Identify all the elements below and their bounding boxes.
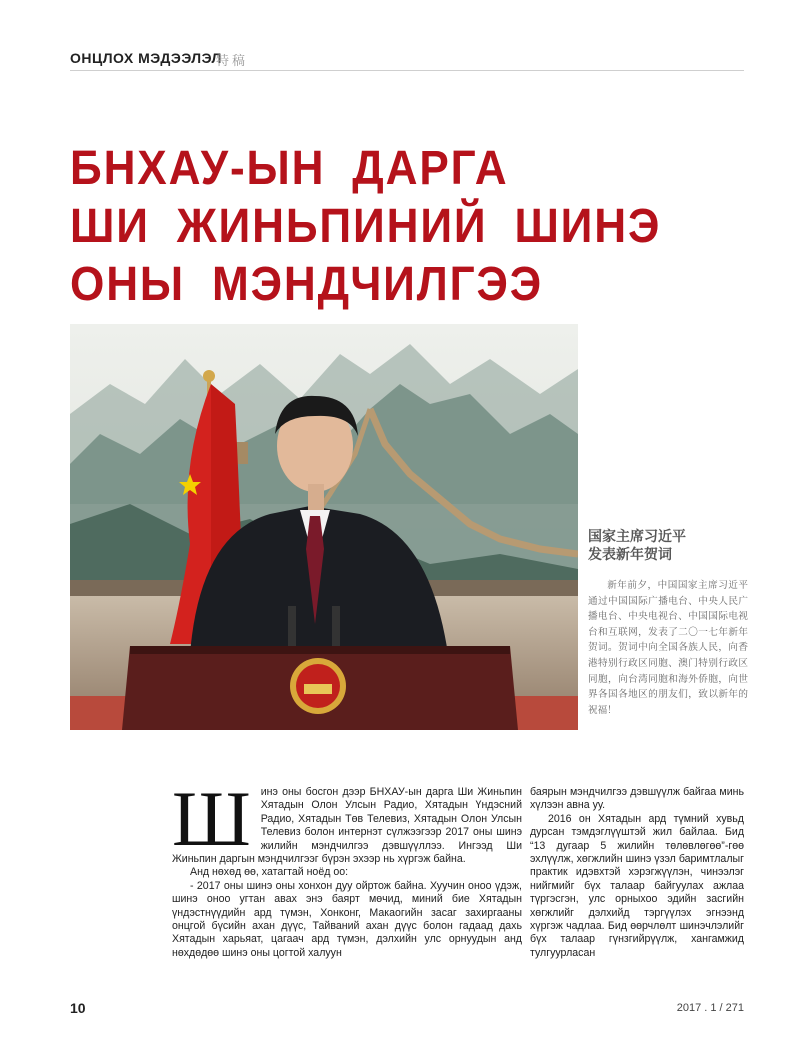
section-label-mn: ОНЦЛОХ МЭДЭЭЛЭЛ	[70, 50, 222, 66]
lead-photo	[70, 324, 578, 730]
drop-cap: Ш	[172, 775, 251, 862]
chinese-sidebar	[588, 528, 748, 718]
article-paragraph-3: - 2017 оны шинэ оны хонхон дуу ойртож байна. Хуучин оноо үдэж, шинэ оноо угтан авах энэ баярт мөчид, миний бие Хятадын үндэстнүүдийн ард түмэн, Хонконг, Макаогийн засаг захиргааны онцгой бүсийн ахан дүүс, Тайваний ахан дүүс болон гадаад дахь Хятадын харьяат, цагаач ард түмэн, дэлхийн улс орнуудын анд нөхдөдөө шинэ оны цогтой халуун	[172, 879, 522, 959]
photo-speaker-at-podium-icon	[70, 324, 578, 730]
article-column-2	[530, 786, 744, 960]
page-number: 10	[70, 1000, 86, 1016]
section-label-cn: 特稿	[216, 53, 249, 68]
article-paragraph-5: 2016 он Хятадын ард түмний хувьд дурсан тэмдэглүүштэй жил байлаа. Бид “13 дугаар 5 жилийн төлөвлөгөө”-гөө эхлүүлж, хөгжлийн шинэ үзэл баримтлалыг практик идэвхтэй хэрэгжүүлэн, чинээлэг нийгмийг бүх талаар байгуулах ажлаа түргэсгэн, улс орныхоо эдийн засгийн хөгжлийг дэлхийд тэргүүлэх эгнээнд хүргэж чадлаа. Бид өөрчлөлт шинэчлэлийг бүх талаар гүнзгийрүүлж, хангамжид тулгуурласан	[530, 812, 744, 959]
title-line-2: ШИ ЖИНЬПИНИЙ ШИНЭ	[70, 200, 662, 253]
title-line-3: ОНЫ МЭНДЧИЛГЭЭ	[70, 258, 543, 311]
sidebar-title-line-2: 发表新年贺词	[588, 547, 672, 563]
sidebar-title	[588, 528, 748, 564]
sidebar-title-line-1: 国家主席习近平	[588, 529, 686, 545]
title-line-1: БНХАУ-ЫН ДАРГА	[70, 142, 509, 195]
article-title	[70, 140, 714, 314]
section-header	[70, 48, 744, 71]
article-paragraph-2: Анд нөхөд өө, хатагтай ноёд оо:	[190, 866, 349, 879]
article-column-1	[172, 775, 522, 960]
issue-number: 2017 . 1 / 271	[676, 1002, 744, 1014]
sidebar-body: 新年前夕，中国国家主席习近平通过中国国际广播电台、中央人民广播电台、中央电视台、中国国际电视台和互联网，发表了二〇一七年新年贺词。贺词中向全国各族人民，向香港特别行政区同胞、澳门特别行政区同胞，向台湾同胞和海外侨胞，向世界各国各地区的朋友们，致以新年的祝福！	[588, 580, 748, 716]
article-paragraph-4: баярын мэндчилгээ дэвшүүлж байгаа минь хүлээн авна уу.	[530, 786, 744, 812]
article-paragraph-1: инэ оны босгон дээр БНХАУ-ын дарга Ши Жиньпин Хятадын Олон Улсын Радио, Хятадын Үндэсний Радио, Хятадын Төв Телевиз, Хятадын Олон Улсын Телевиз болон интернэт сүлжээгээр 2017 оны шинэ жилийн мэндчилгээ дэвшүүллээ. Ингээд Ши Жиньпин даргын мэндчилгээг бүрэн эхээр нь хүргэж байна.	[172, 786, 522, 866]
